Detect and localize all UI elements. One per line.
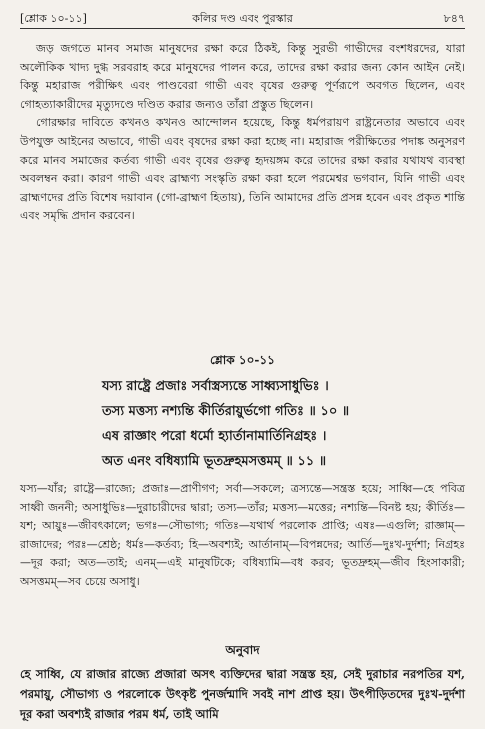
translation-heading: অনুবাদ — [225, 643, 260, 657]
purport-text — [20, 40, 465, 226]
verse-title: শ্লোক ১০-১১ — [210, 353, 275, 367]
paragraph: গোরক্ষার দাবিতে কখনও কখনও আন্দোলন হয়েছে, কিন্তু ধর্মপরায়ণ রাষ্ট্রনেতার অভাবে এবং উপযুক্ত আইনের অভাবে, গাভী এবং বৃষদের রক্ষা করা হচ্ছে না। মহারাজ পরীক্ষিতের পদাঙ্ক অনুসরণ করে মানব সমাজের কর্তব্য গাভী এবং বৃষের গুরুত্ব হৃদয়ঙ্গম করে তাদের রক্ষা করার যথাযথ ব্যবস্থা অবলম্বন করা। কারণ গাভী এবং ব্রাহ্মণ্য সংস্কৃতি রক্ষা করা হলে পরমেশ্বর ভগবান, যিনি গাভী এবং ব্রাহ্মণদের প্রতি বিশেষ দয়াবান (গো-ব্রাহ্মণ হিতায়), তিনি আমাদের প্রতি প্রসন্ন হবেন এবং প্রকৃত শান্তি এবং সমৃদ্ধি প্রদান করবেন। — [20, 116, 465, 223]
verse-line: যস্য রাষ্ট্রে প্রজাঃ সর্বাস্ত্রস্যন্তে সাধ্ব্যসাধুভিঃ । — [102, 379, 329, 394]
page-number: ৮৪৭ — [443, 12, 465, 25]
verse-line: অত এনং বধিষ্যামি ভূতদ্রুহমসত্তমম্‌ ॥ ১১ ॥ — [102, 454, 327, 469]
header-divider — [20, 28, 465, 29]
word-meanings: যস্য—যাঁর; রাষ্ট্রে—রাজ্যে; প্রজাঃ—প্রাণীগণ; সর্বা—সকলে; ত্রস্যন্তে—সন্ত্রস্ত হয়ে; সাধ্বি—হে পবিত্র সাধ্বী জননী; অসাধুভিঃ—দুরাচারীদের দ্বারা; তস্য—তাঁর; মত্তস্য—মত্তের; নশ্যন্তি—বিনষ্ট হয়; কীর্তিঃ—যশ; আয়ুঃ—জীবৎকালে; ভগঃ—সৌভাগ্য; গতিঃ—যথার্থ পরলোক প্রাপ্তি; এষঃ—এগুলি; রাজ্ঞাম্‌—রাজাদের; পরঃ—শ্রেষ্ঠ; ধর্মঃ—কর্তব্য; হি—অবশ্যই; আর্তানাম্‌—বিপন্নদের; আর্তি—দুঃখ-দুর্দশা; নিগ্রহঃ—দূর করা; অত—তাই; এনম্‌—এই মানুষটিকে; বধিষ্যামি—বধ করব; ভূতদ্রুহম্‌—জীব হিংসাকারী; অসত্তমম্‌—সব চেয়ে অসাধু। — [20, 482, 465, 588]
verse-range-label: [শ্লোক ১০-১১] — [20, 12, 87, 25]
translation-text: হে সাধ্বি, যে রাজার রাজ্যে প্রজারা অসৎ ব্যক্তিদের দ্বারা সন্ত্রস্ত হয়, সেই দুরাচার নরপতির যশ, পরমায়ু, সৌভাগ্য ও পরলোকে উৎকৃষ্ট পুনর্জন্মাদি সবই নাশ প্রাপ্ত হয়। উৎপীড়িতদের দুঃখ-দুর্দশা দূর করা অবশ্যই রাজার পরম ধর্ম, তাই আমি — [20, 667, 465, 721]
paragraph: জড় জগতে মানব সমাজ মানুষদের রক্ষা করে ঠিকই, কিন্তু সুরভী গাভীদের বংশধরদের, যারা অলৌকিক খাদ্য দুগ্ধ সরবরাহ করে মানুষদের পালন করে, তাদের রক্ষা করার জন্য কোন আইন নেই। কিন্তু মহারাজ পরীক্ষিৎ এবং পাণ্ডবেরা গাভী এবং বৃষের গুরুত্ব পূর্ণরূপে অবগত ছিলেন, এবং গোহত্যাকারীদের মৃত্যুদণ্ডে দণ্ডিত করার জন্যও তাঁরা প্রস্তুত ছিলেন। — [20, 42, 465, 111]
page-header — [20, 8, 465, 28]
verse-line: এষ রাজ্ঞাং পরো ধর্মো হ্যার্তানামার্তিনিগ্রহঃ । — [102, 429, 327, 444]
verse-line: তস্য মত্তস্য নশ্যন্তি কীর্তিরায়ুর্ভগো গতিঃ ॥ ১০ ॥ — [102, 404, 350, 419]
verse-block — [102, 374, 465, 474]
chapter-title: কলির দণ্ড এবং পুরস্কার — [192, 12, 293, 25]
